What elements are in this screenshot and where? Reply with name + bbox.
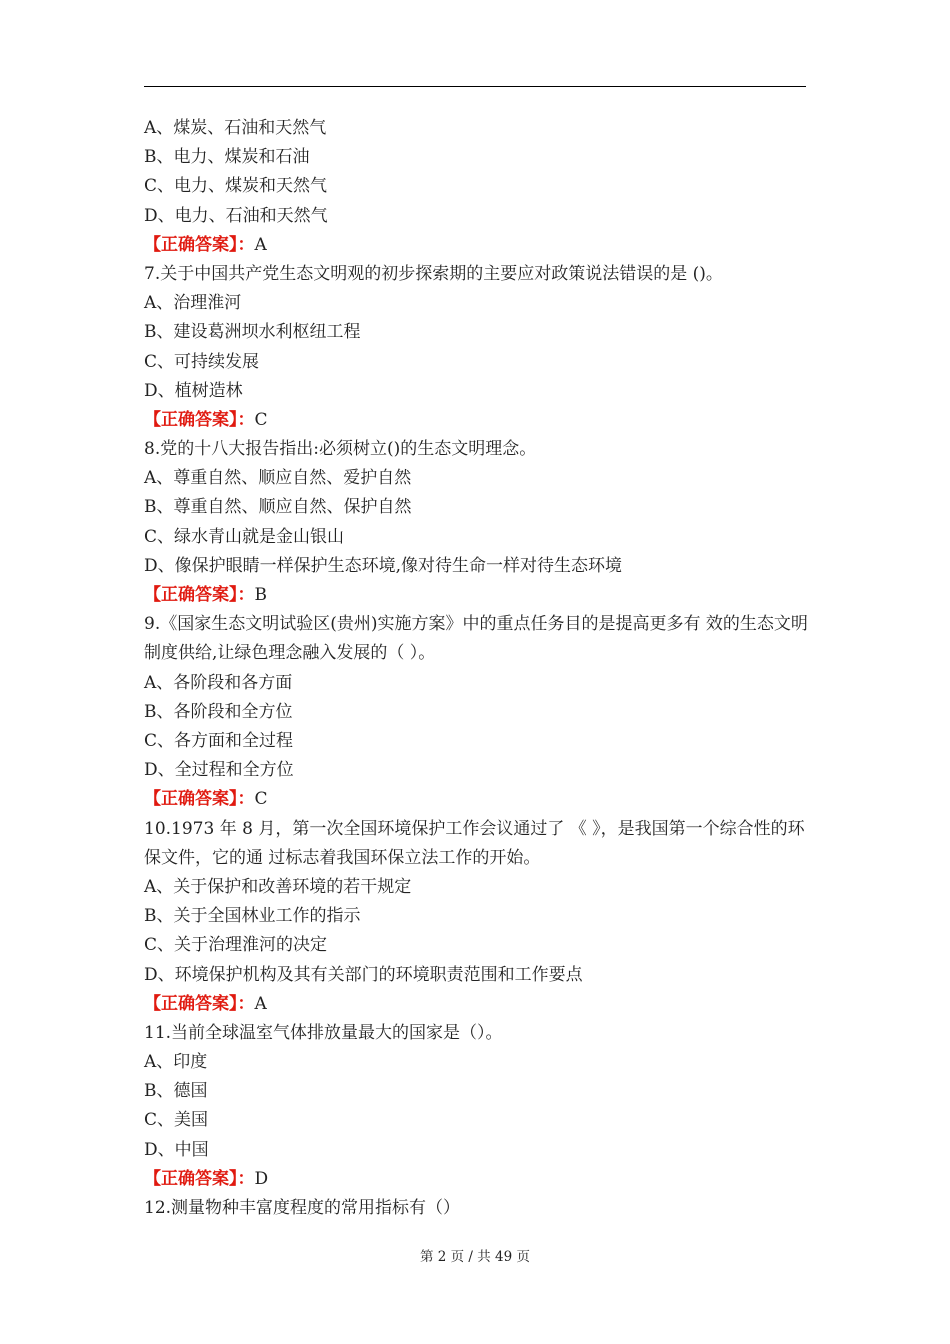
question-text: 8.党的十八大报告指出:必须树立()的生态文明理念。 xyxy=(144,439,537,460)
answer-line xyxy=(144,1165,808,1194)
answer-label: 【正确答案】： xyxy=(144,789,255,810)
answer-line xyxy=(144,581,808,610)
question-block xyxy=(144,260,808,435)
question-block xyxy=(144,1019,808,1194)
answer-value: B xyxy=(254,585,267,605)
option-c: C、美国 xyxy=(144,1110,209,1131)
question-block xyxy=(144,1194,808,1223)
option-b: B、建设葛洲坝水利枢纽工程 xyxy=(144,322,361,343)
option-d: D、环境保护机构及其有关部门的环境职责范围和工作要点 xyxy=(144,964,583,985)
question-text: 7.关于中国共产党生态文明观的初步探索期的主要应对政策说法错误的是 ()。 xyxy=(144,263,723,284)
question-text: 12.测量物种丰富度程度的常用指标有（） xyxy=(144,1198,461,1218)
answer-line xyxy=(144,406,808,435)
question-text: 11.当前全球温室气体排放量最大的国家是（）。 xyxy=(144,1022,503,1043)
question-block xyxy=(144,610,808,814)
option-c: C、关于治理淮河的决定 xyxy=(144,935,328,956)
question-text: 9.《国家生态文明试验区(贵州)实施方案》中的重点任务目的是提高更多有 效的生态文明制度供给,让绿色理念融入发展的（ ）。 xyxy=(144,614,808,664)
answer-value: D xyxy=(254,1168,269,1189)
answer-line xyxy=(144,990,808,1019)
option-a: A、煤炭、石油和天然气 xyxy=(144,118,327,138)
answer-value: A xyxy=(254,234,267,255)
option-c: C、各方面和全过程 xyxy=(144,730,294,751)
answer-value: C xyxy=(254,789,268,810)
option-b: B、尊重自然、顺应自然、保护自然 xyxy=(144,497,412,518)
answer-label: 【正确答案】： xyxy=(144,234,255,255)
question-block xyxy=(144,815,808,1019)
answer-value: C xyxy=(254,409,268,430)
answer-label: 【正确答案】： xyxy=(144,585,255,605)
option-b: B、各阶段和全方位 xyxy=(144,701,293,722)
answer-label: 【正确答案】： xyxy=(144,409,255,430)
option-a: A、各阶段和各方面 xyxy=(144,672,293,693)
option-d: D、像保护眼睛一样保护生态环境,像对待生命一样对待生态环境 xyxy=(144,555,623,576)
option-d: D、全过程和全方位 xyxy=(144,760,294,781)
answer-value: A xyxy=(254,993,267,1014)
option-b: B、德国 xyxy=(144,1081,208,1102)
option-c: C、绿水青山就是金山银山 xyxy=(144,526,345,547)
option-d: D、中国 xyxy=(144,1139,209,1160)
answer-label: 【正确答案】： xyxy=(144,1168,255,1189)
option-d: D、植树造林 xyxy=(144,380,243,401)
option-a: A、关于保护和改善环境的若干规定 xyxy=(144,876,412,897)
option-a: A、印度 xyxy=(144,1052,208,1073)
page-footer: 第 2 页 / 共 49 页 xyxy=(419,1249,531,1265)
answer-label: 【正确答案】： xyxy=(144,993,255,1014)
header-rule xyxy=(144,86,806,87)
option-d: D、电力、石油和天然气 xyxy=(144,205,328,226)
question-block xyxy=(144,435,808,610)
question-block xyxy=(144,114,808,260)
document-body xyxy=(144,114,808,1223)
option-b: B、关于全国林业工作的指示 xyxy=(144,906,361,927)
option-c: C、可持续发展 xyxy=(144,351,260,372)
option-c: C、电力、煤炭和天然气 xyxy=(144,176,328,197)
question-text: 10.1973 年 8 月，第一次全国环境保护工作会议通过了 《 》，是我国第一个综合性的环保文件，它的通 过标志着我国环保立法工作的开始。 xyxy=(144,818,805,868)
option-a: A、治理淮河 xyxy=(144,293,242,314)
answer-line xyxy=(144,785,808,814)
option-a: A、尊重自然、顺应自然、爱护自然 xyxy=(144,468,412,489)
answer-line xyxy=(144,231,808,260)
option-b: B、电力、煤炭和石油 xyxy=(144,147,310,168)
